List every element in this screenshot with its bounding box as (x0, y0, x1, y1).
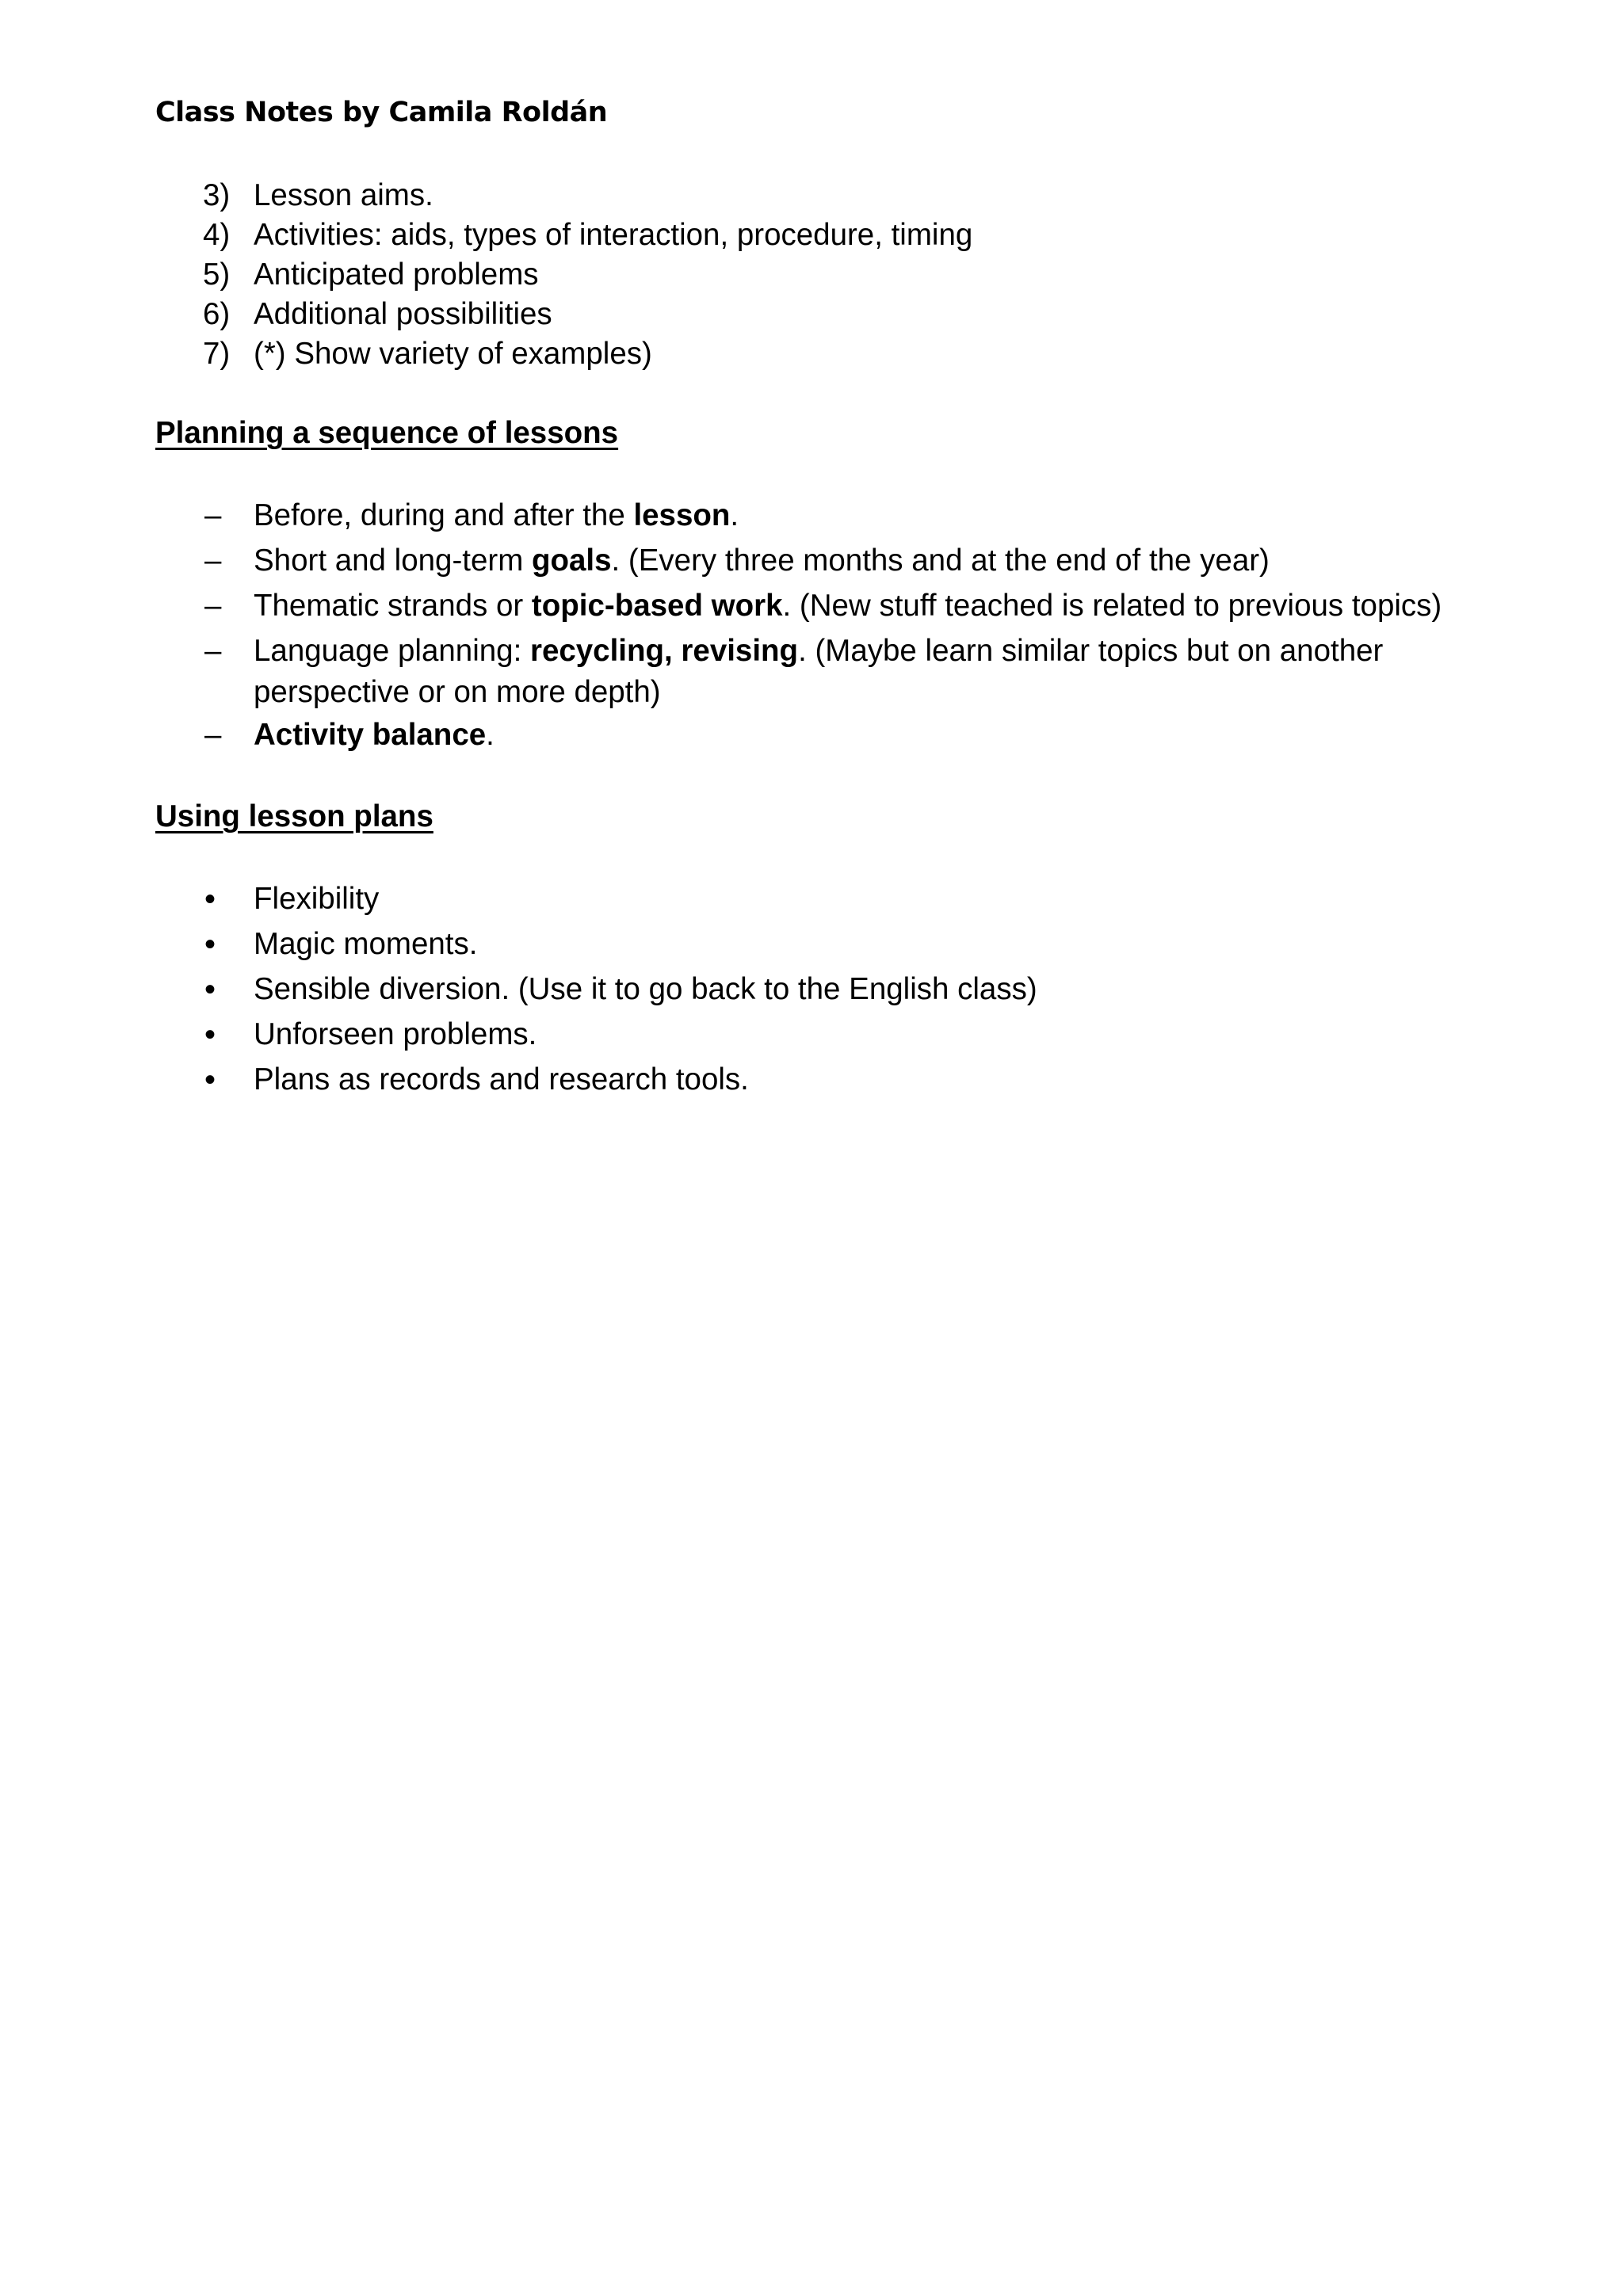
list-item-text: Magic moments. (254, 927, 478, 961)
bullet-marker: • (204, 927, 216, 962)
bullet-marker: • (204, 882, 216, 917)
emphasis-term: Activity balance (254, 718, 487, 752)
dash-marker: – (204, 589, 222, 623)
list-item-text: Language planning: recycling, revising. (Maybe learn similar topics but on another (254, 634, 1384, 668)
list-item-text: Before, during and after the lesson. (254, 498, 739, 532)
emphasis-term: goals (531, 543, 612, 578)
emphasis-term: lesson (633, 498, 731, 532)
dash-marker: – (204, 498, 222, 532)
bullet-marker: • (204, 972, 216, 1007)
section-heading-planning: Planning a sequence of lessons (155, 416, 619, 450)
list-item-text: Lesson aims. (254, 178, 433, 212)
list-number: 4) (203, 218, 231, 252)
list-item-text: Flexibility (254, 882, 380, 916)
list-number: 7) (203, 337, 231, 371)
list-item-text: Anticipated problems (254, 257, 539, 292)
list-item-text: Short and long-term goals. (Every three months and at the end of the year) (254, 543, 1270, 578)
dash-marker: – (204, 543, 222, 578)
list-item-continuation-text: perspective or on more depth) (254, 675, 661, 709)
dash-marker: – (204, 718, 222, 752)
list-item-text: (*) Show variety of examples) (254, 337, 652, 371)
list-item-text: Sensible diversion. (Use it to go back to the English class) (254, 972, 1037, 1006)
list-number: 6) (203, 297, 231, 331)
emphasis-term: topic-based work (531, 589, 783, 623)
document-title: Class Notes by Camila Roldán (155, 97, 608, 128)
list-item-text: Thematic strands or topic-based work. (New stuff teached is related to previous topics) (254, 589, 1442, 623)
dash-marker: – (204, 634, 222, 668)
list-number: 5) (203, 257, 231, 292)
bullet-marker: • (204, 1017, 216, 1052)
list-number: 3) (203, 178, 231, 212)
emphasis-term: recycling, revising (529, 634, 799, 668)
list-item-text: Unforseen problems. (254, 1017, 537, 1051)
list-item-text: Activities: aids, types of interaction, procedure, timing (254, 218, 973, 252)
list-item-text: Plans as records and research tools. (254, 1062, 749, 1097)
list-item-text: Activity balance. (254, 718, 495, 752)
bullet-marker: • (204, 1062, 216, 1097)
section-heading-using: Using lesson plans (155, 799, 433, 833)
list-item-text: Additional possibilities (254, 297, 552, 331)
